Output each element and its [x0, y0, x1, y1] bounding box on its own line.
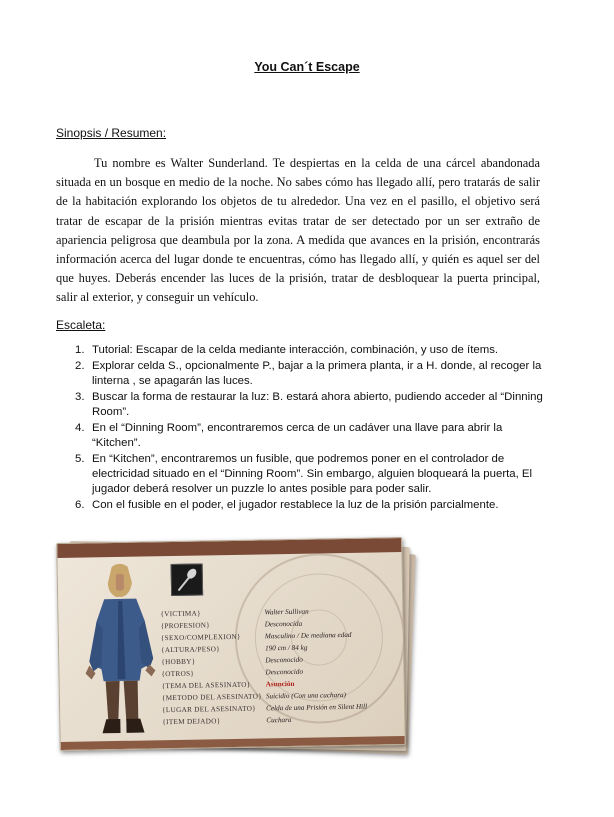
row-value: 190 cm / 84 kg: [265, 643, 308, 653]
list-number: 3.: [75, 390, 85, 403]
row-label: {HOBBY}: [161, 657, 196, 667]
list-item-text: En el “Dinning Room”, encontraremos cerca de un cadáver una llave para abrir la “Kitchen”.: [92, 421, 503, 449]
synopsis-paragraph: Tu nombre es Walter Sunderland. Te despiertas en la celda de una cárcel abandonada situada en un bosque en medio de la noche. No sabes cómo has llegado allí, pero tratarás de salir de la habitación explorando los objetos de tu alrededor. Una vez en el pasillo, el objetivo será tratar de escapar de la prisión mientras evitas tratar de ser detectado por un ser extraño de apariencia peligrosa que deambula por la zona. A medida que avances en la prisión, encontrarás información acerca del lugar donde te encuentras, cómo has llegado allí, y quién es aquel ser del que huyes. Deberás encender las luces de la prisión, tratar de desbloquear la puerta principal, salir al exterior, y conseguir un vehículo.: [56, 156, 540, 305]
list-number: 6.: [75, 499, 85, 511]
row-label: {ALTURA/PESO}: [161, 645, 221, 655]
victim-info-table: [160, 604, 402, 728]
list-item-text: En “Kitchen”, encontraremos un fusible, que podremos poner en el controlador de electricidad situado en el “Dinning Room”. Sin embargo, alguien bloqueará la puerta, El jugador deberá resolver un puzzle lo antes posible para poder salir.: [92, 452, 533, 496]
row-value: Masculino / De mediana edad: [264, 630, 352, 641]
document-title: You Can´t Escape: [254, 60, 360, 74]
list-item-text: Buscar la forma de restaurar la luz: B. estará ahora abierto, pudiendo acceder al “Dinning Room”.: [92, 390, 543, 418]
row-label: {PROFESION}: [160, 621, 211, 631]
row-label: {LUGAR DEL ASESINATO}: [162, 704, 257, 715]
victim-figure-illustration: [78, 560, 165, 741]
row-label: {TEMA DEL ASESINATO}: [161, 680, 251, 691]
list-item: [75, 359, 544, 389]
list-number: 4.: [75, 421, 85, 434]
row-label: {VICTIMA}: [160, 609, 201, 619]
list-item-text: Tutorial: Escapar de la celda mediante interacción, combinación, y uso de ítems.: [92, 344, 499, 356]
row-value: Suicidio (Con una cuchara): [265, 691, 347, 701]
row-value-highlight: Asunción: [265, 679, 295, 689]
list-item: [75, 452, 544, 498]
row-value: Desconocido: [265, 667, 304, 677]
list-number: 2.: [75, 359, 85, 372]
row-label: {METODO DEL ASESINATO}: [161, 692, 263, 703]
spoon-icon: [171, 563, 204, 596]
row-label: {SEXO/COMPLEXION}: [160, 632, 241, 643]
list-item: [75, 343, 544, 358]
list-item-text: Explorar celda S., opcionalmente P., bajar a la primera planta, ir a H. donde, al recoger la linterna , se apagarán las luces.: [92, 359, 542, 387]
list-item: [75, 390, 544, 420]
row-value: Walter Sullivan: [264, 607, 309, 617]
row-label: {OTROS}: [161, 669, 195, 679]
row-value: Celda de una Prisión en Silent Hill: [266, 702, 368, 713]
synopsis-heading: Sinopsis / Resumen:: [56, 126, 167, 140]
row-value: Desconocido: [265, 655, 303, 665]
escaleta-heading: Escaleta:: [56, 318, 106, 332]
list-item-text: Con el fusible en el poder, el jugador restablece la luz de la prisión parcialmente.: [92, 499, 499, 511]
list-item: [75, 498, 544, 513]
victim-card-image: [58, 540, 418, 758]
list-number: 5.: [75, 452, 85, 465]
row-value: Desconocida: [264, 619, 303, 629]
row-label: {ITEM DEJADO}: [162, 717, 221, 727]
list-number: 1.: [75, 344, 85, 356]
spoon-icon-graphic: [172, 565, 203, 596]
list-item: [75, 421, 544, 451]
row-value: Cuchara: [266, 715, 292, 725]
victim-card: [56, 537, 406, 751]
escaleta-list: [75, 343, 544, 514]
